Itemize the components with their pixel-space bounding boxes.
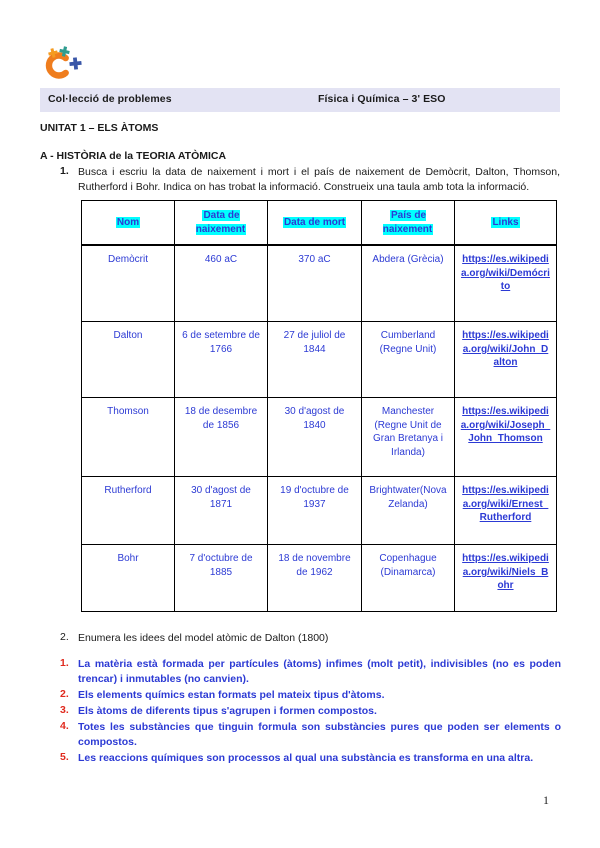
col-header-pais: País de naixement [362, 201, 455, 246]
page-number: 1 [543, 793, 549, 807]
logo-swoosh-stars-icon [42, 46, 84, 86]
cell-pais: Abdera (Grècia) [362, 245, 455, 322]
idea-text: Totes les substàncies que tinguin formula son substàncies pures que poden ser elements o compostos. [78, 721, 561, 748]
cell-link [455, 245, 557, 322]
question-1-number: 1. [60, 165, 69, 177]
table-row-rutherford [82, 477, 557, 545]
unit-title: UNITAT 1 – ELS ÀTOMS [40, 122, 159, 134]
dalton-ideas-list [60, 657, 561, 767]
header-subject-title: Física i Química – 3' ESO [318, 93, 446, 105]
cell-pais: Copenhague (Dinamarca) [362, 545, 455, 612]
cell-nom: Dalton [82, 322, 175, 398]
cell-nom: Demòcrit [82, 245, 175, 322]
table-header-row [82, 201, 557, 246]
idea-item-5 [60, 751, 561, 766]
cell-naixement: 6 de setembre de 1766 [175, 322, 268, 398]
wikipedia-link[interactable]: https://es.wikipedia.org/wiki/John_Dalton [462, 330, 549, 368]
cell-mort: 30 d'agost de 1840 [268, 398, 362, 477]
cell-mort: 370 aC [268, 245, 362, 322]
cell-link [455, 545, 557, 612]
idea-text: Els àtoms de diferents tipus s'agrupen i formen compostos. [78, 705, 377, 717]
cell-naixement: 18 de desembre de 1856 [175, 398, 268, 477]
question-1 [60, 165, 560, 195]
cell-link [455, 322, 557, 398]
idea-text: La matèria està formada per partícules (àtoms) infimes (molt petit), indivisibles (no es poden trencar) i inmutables (no canvien). [78, 658, 561, 685]
cell-pais: Brightwater(Nova Zelanda) [362, 477, 455, 545]
cell-link [455, 398, 557, 477]
question-2 [60, 631, 560, 646]
school-logo-icon [42, 46, 84, 86]
cell-nom: Thomson [82, 398, 175, 477]
idea-item-1 [60, 657, 561, 687]
idea-number: 1. [60, 657, 69, 669]
cell-pais: Manchester (Regne Unit de Gran Bretanya i Irlanda) [362, 398, 455, 477]
idea-number: 5. [60, 751, 69, 763]
wikipedia-link[interactable]: https://es.wikipedia.org/wiki/Demócrito [461, 254, 550, 292]
table-row-bohr [82, 545, 557, 612]
question-2-text: Enumera les idees del model atòmic de Dalton (1800) [78, 632, 329, 644]
section-title: A - HISTÒRIA de la TEORIA ATÒMICA [40, 150, 227, 162]
idea-number: 2. [60, 688, 69, 700]
idea-item-2 [60, 688, 561, 703]
wikipedia-link[interactable]: https://es.wikipedia.org/wiki/Niels_Bohr [462, 553, 549, 591]
idea-item-4 [60, 720, 561, 750]
table-row-democrit [82, 245, 557, 322]
col-header-naixement: Data de naixement [175, 201, 268, 246]
cell-mort: 27 de juliol de 1844 [268, 322, 362, 398]
cell-naixement: 30 d'agost de 1871 [175, 477, 268, 545]
cell-nom: Rutherford [82, 477, 175, 545]
cell-naixement: 7 d'octubre de 1885 [175, 545, 268, 612]
cell-link [455, 477, 557, 545]
col-header-links: Links [455, 201, 557, 246]
idea-text: Les reaccions químiques son processos al qual una substància es transforma en una altra. [78, 752, 534, 764]
cell-mort: 18 de novembre de 1962 [268, 545, 362, 612]
idea-number: 4. [60, 720, 69, 732]
idea-text: Els elements químics estan formats pel mateix tipus d'àtoms. [78, 689, 385, 701]
cell-naixement: 460 aC [175, 245, 268, 322]
col-header-nom: Nom [82, 201, 175, 246]
cell-pais: Cumberland (Regne Unit) [362, 322, 455, 398]
wikipedia-link[interactable]: https://es.wikipedia.org/wiki/Joseph_John_Thomson [460, 406, 551, 444]
question-2-number: 2. [60, 631, 69, 643]
scientists-table [81, 200, 557, 612]
header-bar [40, 88, 560, 112]
question-1-text: Busca i escriu la data de naixement i mort i el país de naixement de Demòcrit, Dalton, Thomson, Rutherford i Bohr. Indica on has trobat la informació. Construeix una taula amb tota la informació. [78, 166, 560, 193]
cell-mort: 19 d'octubre de 1937 [268, 477, 362, 545]
idea-number: 3. [60, 704, 69, 716]
col-header-mort: Data de mort [268, 201, 362, 246]
table-row-dalton [82, 322, 557, 398]
wikipedia-link[interactable]: https://es.wikipedia.org/wiki/Ernest_Rutherford [462, 485, 549, 523]
table-row-thomson [82, 398, 557, 477]
idea-item-3 [60, 704, 561, 719]
cell-nom: Bohr [82, 545, 175, 612]
header-course-title: Col·lecció de problemes [48, 93, 172, 105]
